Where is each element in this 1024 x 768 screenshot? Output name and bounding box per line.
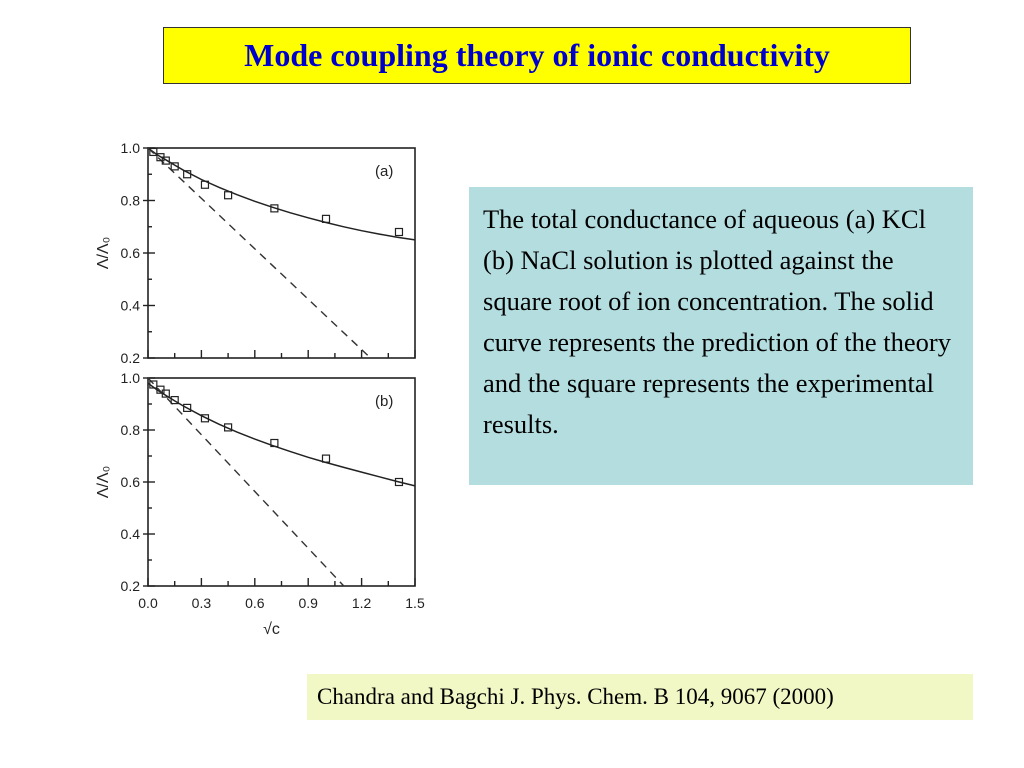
description-text: The total conductance of aqueous (a) KCl (b) NaCl solution is plotted against the square root of ion concentration. The solid curve represents the prediction of the theory and the square represents the experimental results.	[483, 204, 951, 439]
xtick-label: 0.6	[245, 595, 265, 611]
xtick-label: 1.5	[405, 595, 425, 611]
panel-b-ytick-label: 0.6	[120, 474, 140, 490]
panel-b-ytick-label: 0.2	[120, 578, 140, 594]
citation-box	[307, 674, 973, 720]
xtick-label: 1.2	[351, 595, 372, 611]
panel-b-ylabel: Λ/Λ₀	[95, 465, 112, 499]
xtick-label: 0.3	[191, 595, 212, 611]
panel-a-ytick-label: 1.0	[120, 140, 140, 156]
panel-b-ytick-label: 0.8	[120, 422, 140, 438]
panel-a-theory-curve	[148, 148, 415, 240]
panel-a-experimental-point	[395, 229, 402, 236]
conductance-figure	[80, 130, 440, 650]
panel-a-ytick-label: 0.6	[120, 245, 140, 261]
panel-a-label: (a)	[375, 163, 394, 180]
description-box	[469, 187, 973, 485]
panel-a-ytick-label: 0.4	[120, 297, 140, 314]
panel-a-ytick-label: 0.2	[120, 350, 140, 366]
xtick-label: 0.9	[298, 595, 318, 611]
panel-a-ylabel: Λ/Λ₀	[95, 236, 112, 270]
panel-a-limiting-law-line	[148, 148, 371, 358]
panel-b-ytick-label: 0.4	[120, 526, 140, 542]
xlabel: √c	[263, 621, 280, 638]
xtick-label: 0.0	[138, 595, 158, 611]
title-box	[163, 27, 911, 84]
citation-text: Chandra and Bagchi J. Phys. Chem. B 104, 9067 (2000)	[317, 684, 834, 709]
conductance-chart	[80, 130, 440, 650]
panel-a-ytick-label: 0.8	[120, 192, 140, 209]
panel-b-ytick-label: 1.0	[120, 370, 140, 386]
slide-title: Mode coupling theory of ionic conductivity	[244, 37, 830, 73]
panel-b-limiting-law-line	[148, 378, 344, 586]
panel-b-label: (b)	[375, 393, 394, 410]
